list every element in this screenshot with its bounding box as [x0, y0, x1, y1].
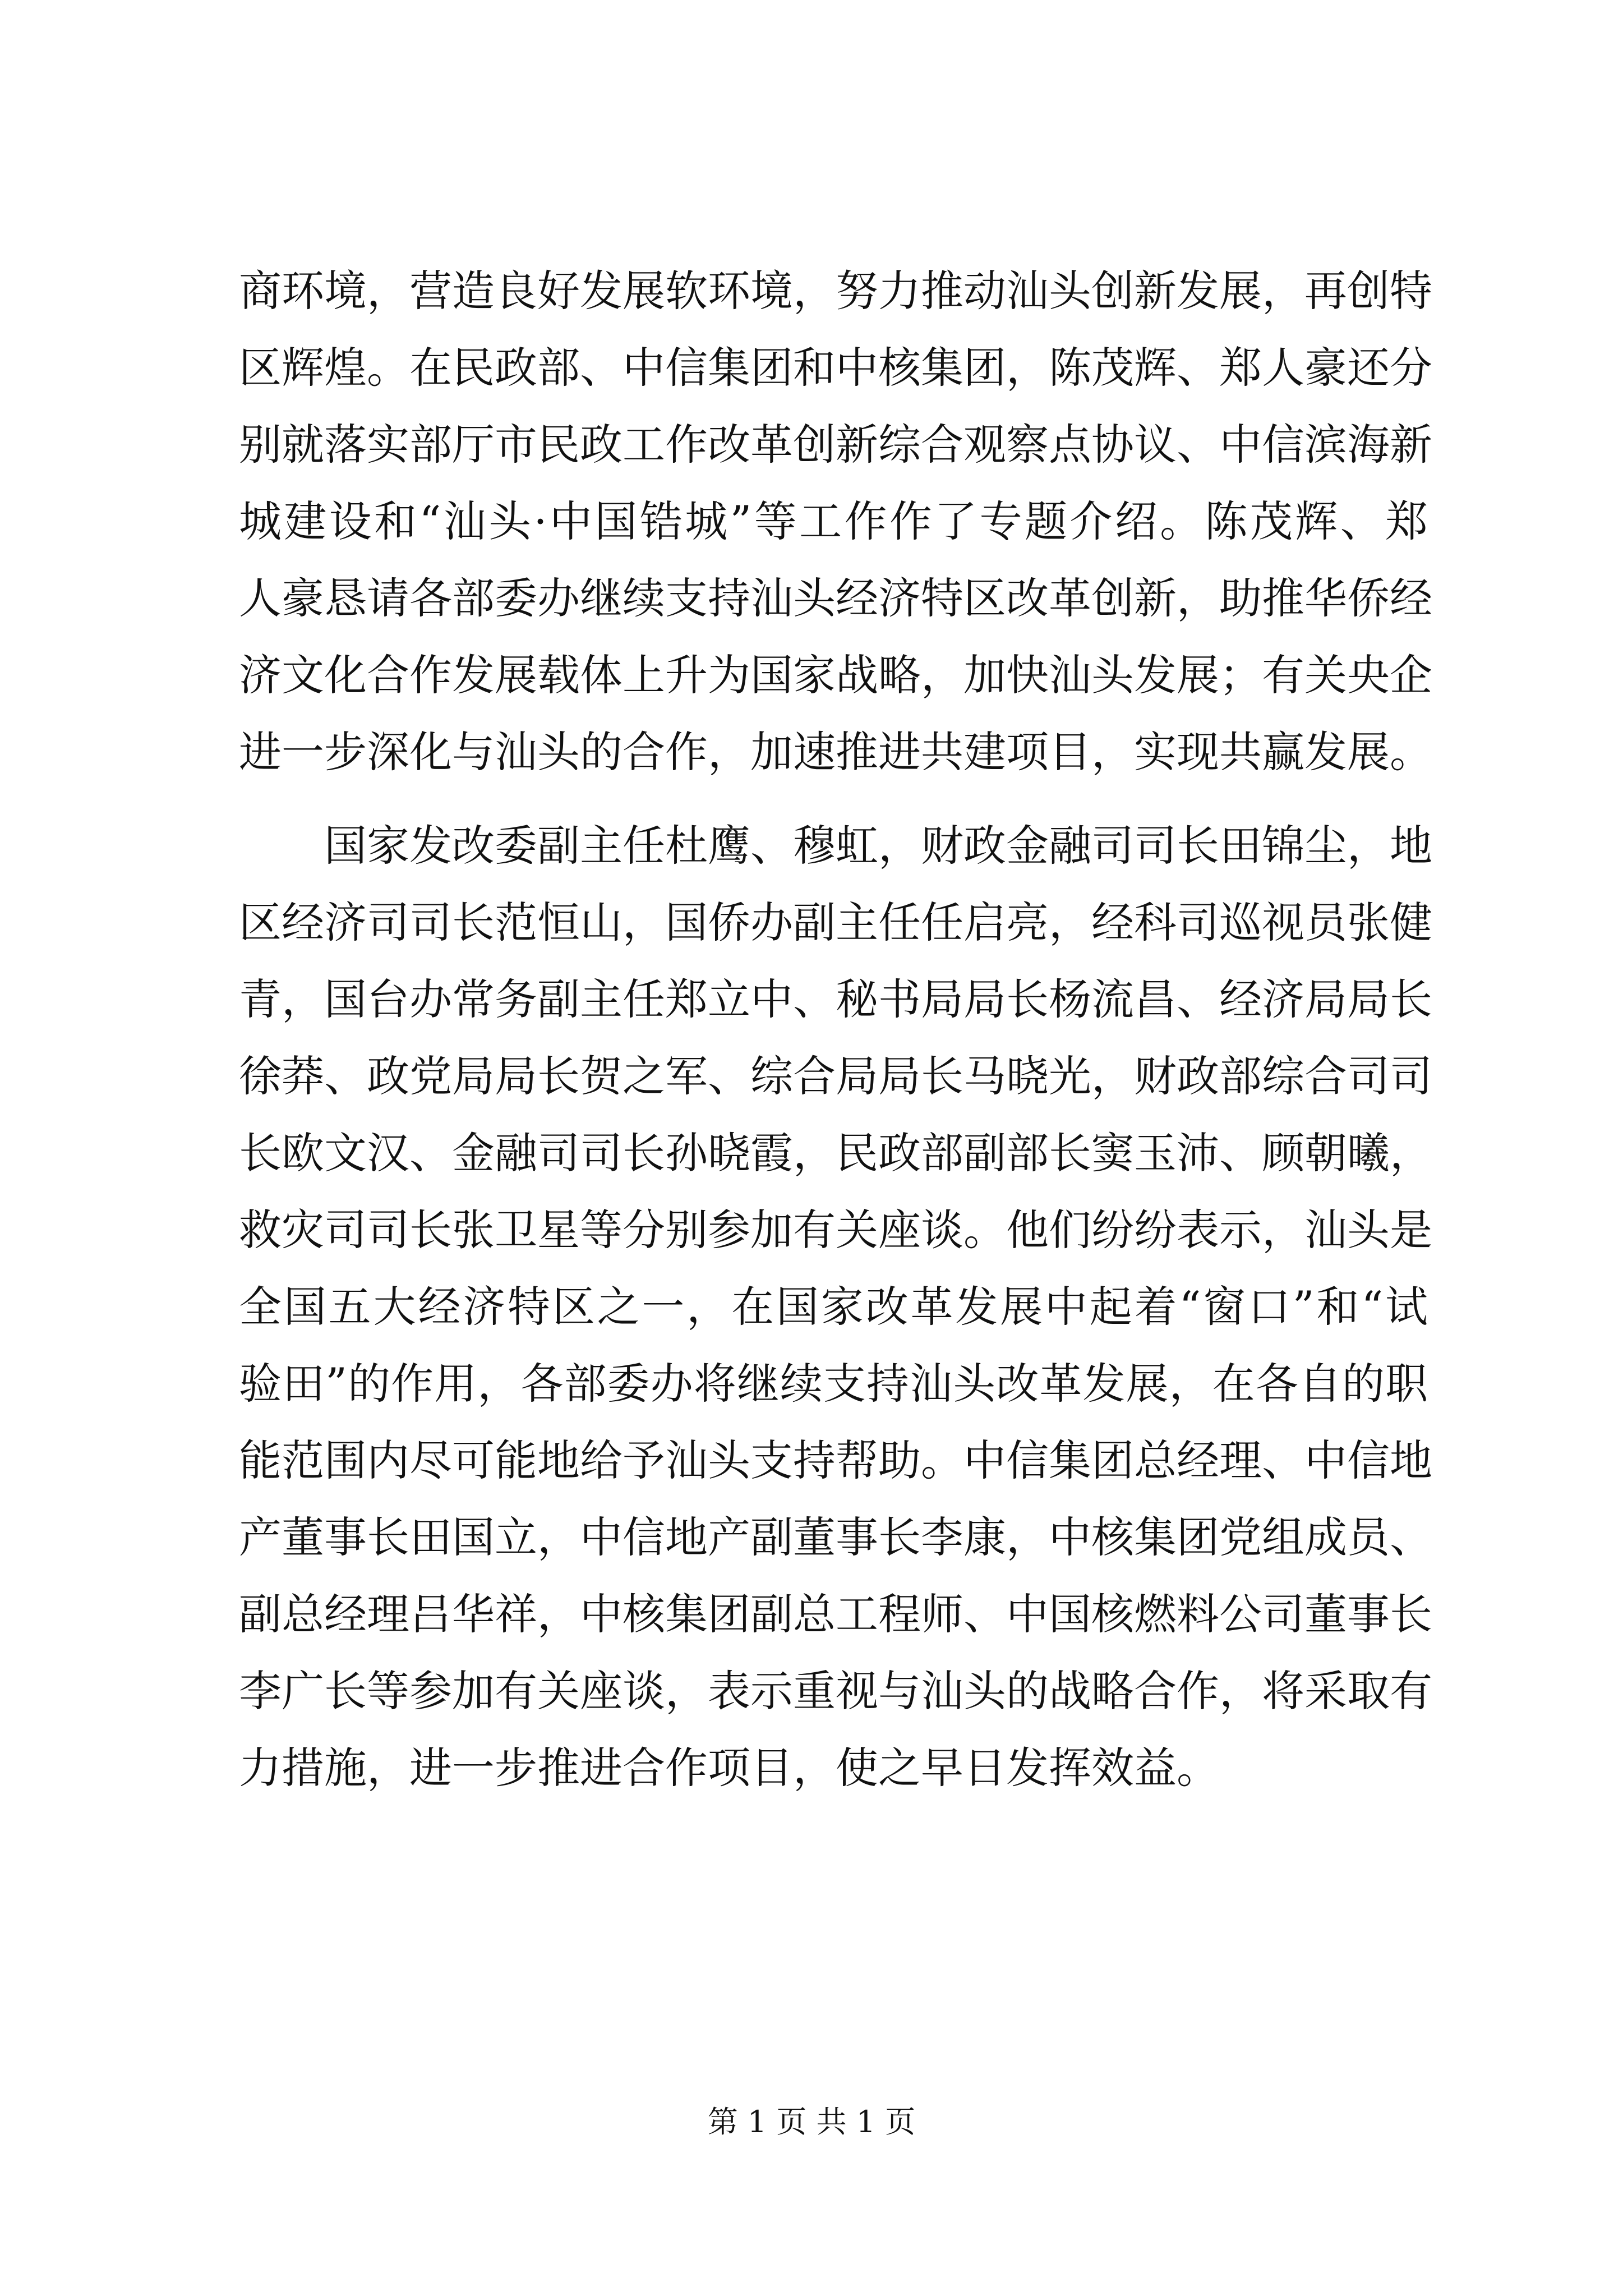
- text-line: 验田”的作用，各部委办将继续支持汕头改革发展，在各自的职: [239, 1359, 1428, 1409]
- body-text: [239, 252, 1432, 1806]
- text-line: 济文化合作发展载体上升为国家战略，加快汕头发展；有关央企: [239, 650, 1432, 700]
- text-line: 副总经理吕华祥，中核集团副总工程师、中国核燃料公司董事长: [239, 1589, 1432, 1639]
- page-footer: [0, 2098, 1623, 2141]
- text-line: 人豪恳请各部委办继续支持汕头经济特区改革创新，助推华侨经: [239, 573, 1432, 623]
- text-line: 救灾司司长张卫星等分别参加有关座谈。他们纷纷表示，汕头是: [239, 1205, 1432, 1255]
- text-line: 力措施，进一步推进合作项目，使之早日发挥效益。: [239, 1743, 1219, 1793]
- text-line: 青，国台办常务副主任郑立中、秘书局局长杨流昌、经济局局长: [239, 974, 1432, 1024]
- text-line: 国家发改委副主任杜鹰、穆虹，财政金融司司长田锦尘，地: [324, 821, 1432, 871]
- text-line: 徐莽、政党局局长贺之军、综合局局长马晓光，财政部综合司司: [239, 1051, 1432, 1101]
- text-line: 全国五大经济特区之一，在国家改革发展中起着“窗口”和“试: [239, 1282, 1428, 1332]
- text-line: 城建设和“汕头·中国锆城”等工作作了专题介绍。陈茂辉、郑: [239, 496, 1428, 546]
- paragraph-2: [239, 807, 1432, 1806]
- text-line: 产董事长田国立，中信地产副董事长李康，中核集团党组成员、: [239, 1512, 1432, 1562]
- text-line: 区辉煌。在民政部、中信集团和中核集团，陈茂辉、郑人豪还分: [239, 343, 1432, 393]
- page-number-label: 第 1 页 共 1 页: [707, 2104, 916, 2139]
- text-line: 进一步深化与汕头的合作，加速推进共建项目，实现共赢发展。: [239, 727, 1432, 777]
- text-line: 能范围内尽可能地给予汕头支持帮助。中信集团总经理、中信地: [239, 1435, 1432, 1485]
- text-line: 别就落实部厅市民政工作改革创新综合观察点协议、中信滨海新: [239, 420, 1432, 470]
- text-line: 李广长等参加有关座谈，表示重视与汕头的战略合作，将采取有: [239, 1666, 1432, 1716]
- text-line: 商环境，营造良好发展软环境，努力推动汕头创新发展，再创特: [239, 266, 1432, 316]
- text-line: 区经济司司长范恒山，国侨办副主任任启亮，经科司巡视员张健: [239, 898, 1432, 947]
- text-line: 长欧文汉、金融司司长孙晓霞，民政部副部长窦玉沛、顾朝曦，: [239, 1128, 1432, 1178]
- paragraph-1: [239, 252, 1432, 790]
